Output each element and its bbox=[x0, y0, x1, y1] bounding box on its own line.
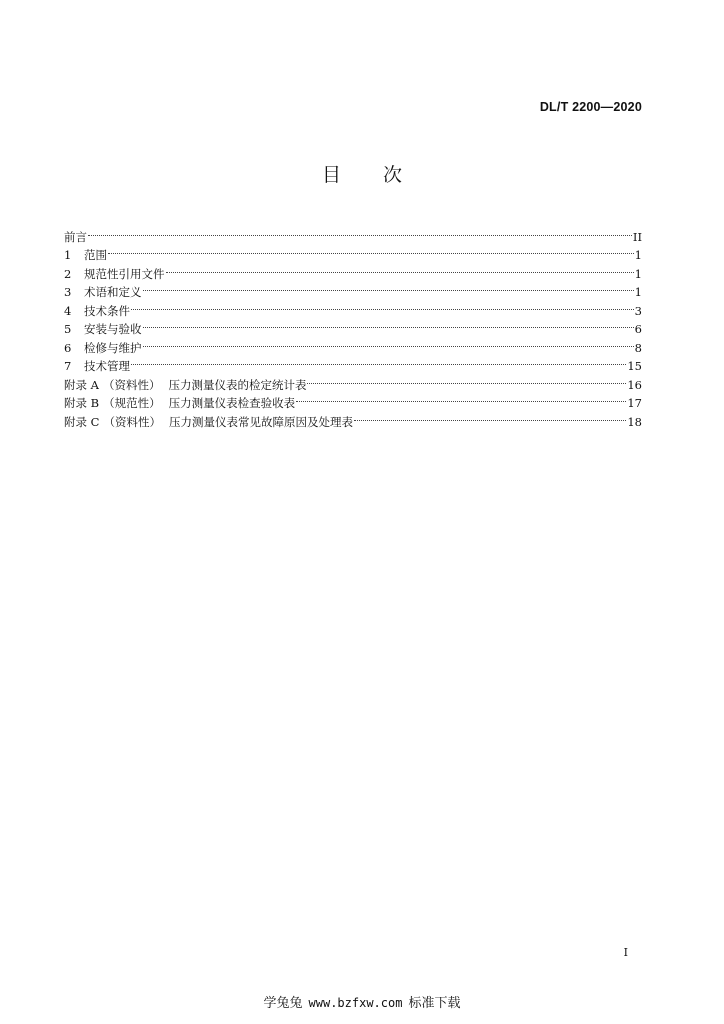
toc-entry-number: 3 bbox=[64, 285, 72, 299]
appendix-prefix: 附录 C bbox=[64, 414, 100, 429]
toc-title-char-1: 目 bbox=[321, 164, 341, 186]
toc-entry-label: 安装与验收 bbox=[84, 322, 142, 336]
toc-title bbox=[0, 160, 724, 187]
toc-entry-appendix-a[interactable] bbox=[64, 370, 642, 392]
toc-entry-page: II bbox=[632, 229, 642, 244]
toc-entry-page: 16 bbox=[627, 377, 642, 392]
toc-entry-normative-references[interactable] bbox=[64, 259, 642, 281]
toc-entry-page: 3 bbox=[634, 303, 642, 318]
toc-entry-page: 17 bbox=[627, 396, 642, 410]
toc-entry-number: 7 bbox=[64, 359, 72, 373]
appendix-prefix: 附录 B bbox=[64, 396, 100, 410]
watermark bbox=[0, 992, 724, 1011]
appendix-title: 压力测量仪表常见故障原因及处理表 bbox=[168, 414, 353, 429]
toc-entry-technical-conditions[interactable] bbox=[64, 296, 642, 318]
appendix-prefix: 附录 A bbox=[64, 377, 99, 392]
toc-entry-label: 范围 bbox=[84, 248, 107, 262]
toc-leader-dots bbox=[166, 259, 634, 278]
toc-list bbox=[64, 222, 642, 429]
toc-entry-number: 5 bbox=[64, 322, 72, 336]
appendix-type: （规范性） bbox=[103, 396, 161, 410]
toc-leader-dots bbox=[143, 315, 634, 334]
appendix-title: 压力测量仪表的检定统计表 bbox=[168, 377, 307, 392]
watermark-site: 学兔兔 bbox=[263, 996, 303, 1011]
toc-leader-dots bbox=[354, 407, 626, 426]
toc-entry-label bbox=[64, 413, 353, 432]
toc-entry-page: 1 bbox=[634, 285, 642, 299]
toc-leader-dots bbox=[131, 352, 626, 371]
toc-entry-number: 6 bbox=[64, 340, 72, 355]
toc-entry-page: 18 bbox=[627, 414, 642, 429]
toc-entry-label: 技术管理 bbox=[84, 359, 130, 373]
toc-leader-dots bbox=[131, 296, 634, 315]
toc-leader-dots bbox=[307, 370, 626, 389]
toc-entry-number: 2 bbox=[64, 266, 72, 281]
toc-entry-label: 规范性引用文件 bbox=[84, 266, 165, 281]
watermark-url[interactable]: www.bzfxw.com bbox=[308, 996, 403, 1010]
toc-leader-dots bbox=[296, 389, 626, 408]
toc-entry-page: 1 bbox=[634, 248, 642, 262]
appendix-title: 压力测量仪表检查验收表 bbox=[168, 396, 296, 410]
toc-entry-number: 4 bbox=[64, 303, 72, 318]
toc-leader-dots bbox=[108, 241, 634, 260]
toc-entry-page: 15 bbox=[627, 359, 642, 373]
toc-entry-number: 1 bbox=[64, 248, 72, 262]
watermark-suffix: 标准下载 bbox=[408, 996, 461, 1011]
toc-entry-maintenance[interactable] bbox=[64, 333, 642, 355]
toc-entry-label: 检修与维护 bbox=[84, 340, 142, 355]
toc-entry-label bbox=[64, 394, 295, 413]
toc-entry-label: 前言 bbox=[64, 229, 87, 244]
toc-entry-scope[interactable] bbox=[64, 241, 642, 260]
toc-entry-label: 术语和定义 bbox=[84, 285, 142, 299]
toc-leader-dots bbox=[143, 278, 634, 297]
toc-entry-technical-management[interactable] bbox=[64, 352, 642, 371]
toc-entry-label: 技术条件 bbox=[84, 303, 130, 318]
page-number: I bbox=[623, 946, 628, 959]
toc-entry-label bbox=[64, 376, 306, 395]
toc-entry-installation-acceptance[interactable] bbox=[64, 315, 642, 334]
toc-leader-dots bbox=[88, 222, 632, 241]
standard-number: DL/T 2200—2020 bbox=[539, 100, 642, 114]
appendix-type: （资料性） bbox=[102, 377, 161, 392]
toc-entry-page: 1 bbox=[634, 266, 642, 281]
toc-title-char-2: 次 bbox=[383, 164, 403, 186]
toc-leader-dots bbox=[143, 333, 634, 352]
toc-entry-page: 6 bbox=[634, 322, 642, 336]
toc-entry-terms-definitions[interactable] bbox=[64, 278, 642, 297]
toc-entry-page: 8 bbox=[634, 340, 642, 355]
toc-entry-foreword[interactable] bbox=[64, 222, 642, 244]
appendix-type: （资料性） bbox=[103, 414, 161, 429]
